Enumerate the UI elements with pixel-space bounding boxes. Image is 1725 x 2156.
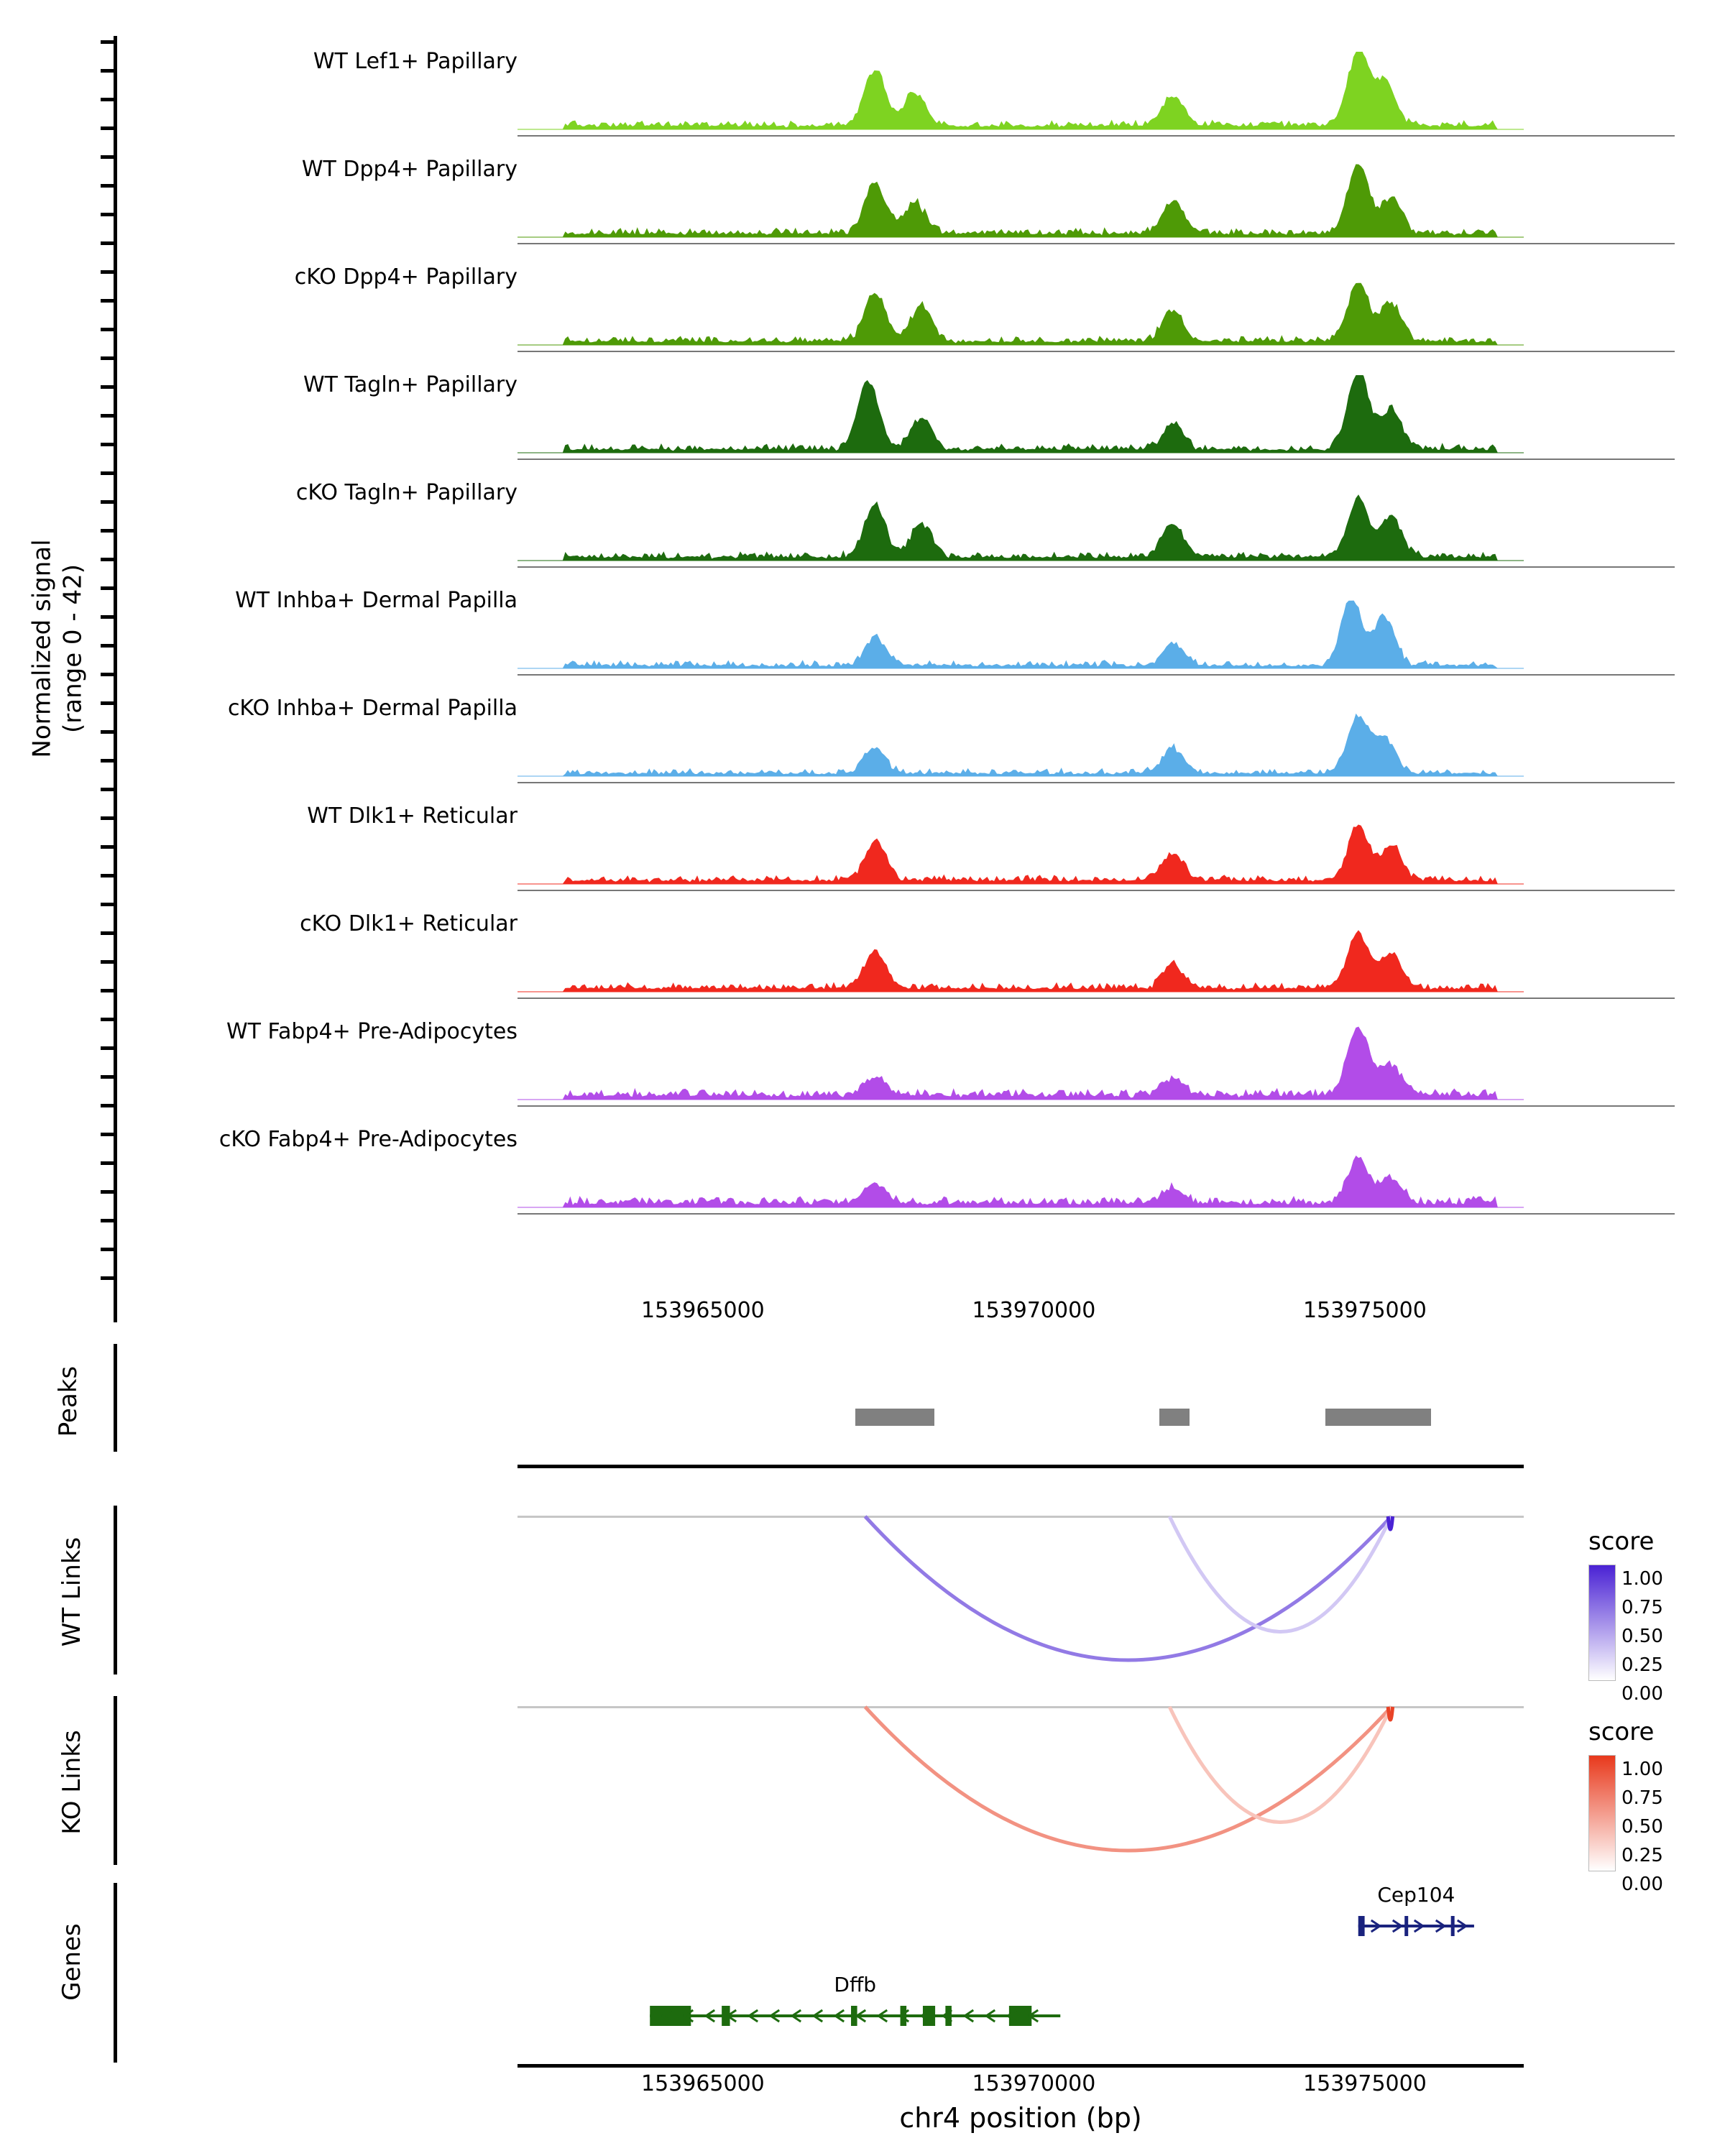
y-axis-tick [101, 1248, 115, 1251]
gene-exon [923, 2006, 935, 2026]
legend-tick-label: 0.25 [1622, 1654, 1663, 1676]
gene-exon [945, 2006, 952, 2026]
y-axis-tick [101, 356, 115, 360]
wt-links-axis [114, 1506, 117, 1674]
y-axis-tick [101, 385, 115, 389]
coverage-signal [518, 1022, 1524, 1105]
y-axis-tick [101, 701, 115, 705]
coverage-baseline [518, 998, 1675, 999]
link-arc [1169, 1707, 1392, 1822]
y-axis-tick [101, 788, 115, 791]
y-axis-tick [101, 414, 115, 418]
link-arc [1169, 1516, 1392, 1631]
y-axis-tick [101, 213, 115, 216]
ko-links-legend-gradient [1588, 1755, 1616, 1871]
ko-links-arcs [518, 1696, 1524, 1876]
coverage-baseline [518, 459, 1675, 460]
y-axis-tick [101, 989, 115, 992]
y-axis-tick [101, 40, 115, 44]
y-axis-title [27, 448, 88, 850]
wt-links-section [0, 1506, 1725, 1705]
wt-links-legend-title: score [1588, 1527, 1655, 1556]
y-axis-tick [101, 816, 115, 820]
y-axis-tick [101, 730, 115, 734]
y-axis-tick [101, 69, 115, 73]
coverage-baseline [518, 1213, 1675, 1215]
x-axis-tick-label: 153965000 [640, 1298, 765, 1323]
y-axis-tick [101, 241, 115, 245]
coverage-signal [518, 483, 1524, 566]
y-axis-tick [101, 299, 115, 303]
coverage-track [129, 575, 1725, 683]
y-axis-tick [101, 155, 115, 159]
y-axis-tick [101, 586, 115, 590]
coverage-baseline [518, 243, 1675, 244]
ko-links-legend [1588, 1718, 1663, 1895]
y-axis-tick [101, 960, 115, 964]
coverage-track [129, 359, 1725, 467]
ko-links-axis [114, 1696, 117, 1865]
gene-exon [1358, 1916, 1365, 1936]
legend-tick-label: 1.00 [1622, 1568, 1663, 1590]
coverage-tracks-section [0, 29, 1725, 1315]
peaks-label: Peaks [54, 1365, 83, 1437]
wt-links-legend [1588, 1527, 1663, 1705]
coverage-track-label: cKO Fabp4+ Pre-Adipocytes [218, 1127, 518, 1152]
y-axis-tick [101, 644, 115, 648]
coverage-baseline [518, 674, 1675, 676]
coverage-track-label: cKO Dpp4+ Papillary [294, 264, 518, 290]
y-axis-tick [101, 126, 115, 130]
y-axis-tick [101, 558, 115, 561]
x-axis-tick-label: 153975000 [1303, 1298, 1427, 1323]
coverage-track-label: cKO Dlk1+ Reticular [300, 911, 518, 936]
x-axis-tick-label: 153970000 [972, 1298, 1096, 1323]
coverage-baseline [518, 135, 1675, 137]
coverage-track-label: WT Tagln+ Papillary [303, 372, 518, 397]
x-axis-tick-label: 153970000 [972, 2071, 1096, 2096]
y-axis-tick [101, 1133, 115, 1136]
ko-links-legend-ticks [1622, 1755, 1663, 1899]
legend-tick-label: 0.75 [1622, 1597, 1663, 1618]
coverage-track [129, 898, 1725, 1006]
coverage-track [129, 36, 1725, 144]
genes-x-axis-line [518, 2064, 1524, 2068]
gene-name-label: Dffb [834, 1973, 877, 1996]
y-axis-tick [101, 903, 115, 906]
y-axis-tick [101, 443, 115, 446]
legend-tick-label: 0.25 [1622, 1845, 1663, 1866]
legend-tick-label: 0.50 [1622, 1626, 1663, 1647]
y-axis-tick [101, 328, 115, 331]
genes-axis [114, 1883, 117, 2063]
wt-links-arcs [518, 1506, 1524, 1685]
y-axis-title-line2: (range 0 - 42) [58, 564, 87, 733]
y-axis-tick [101, 874, 115, 877]
y-axis-tick [101, 1161, 115, 1165]
coverage-signal [518, 699, 1524, 782]
coverage-signal [518, 375, 1524, 459]
coverage-track-label: WT Dlk1+ Reticular [307, 803, 518, 829]
peaks-axis [114, 1344, 117, 1452]
x-axis-tick-label: 153965000 [640, 2071, 765, 2096]
peaks-x-axis-line [518, 1465, 1524, 1468]
y-axis-tick [101, 615, 115, 619]
coverage-track-label: cKO Inhba+ Dermal Papilla [227, 696, 518, 721]
coverage-track [129, 144, 1725, 252]
wt-links-legend-gradient [1588, 1565, 1616, 1681]
coverage-baseline [518, 566, 1675, 568]
coverage-signal [518, 1130, 1524, 1213]
ko-links-label: KO Links [58, 1730, 86, 1835]
coverage-track-label: WT Fabp4+ Pre-Adipocytes [226, 1019, 518, 1044]
coverage-track [129, 1114, 1725, 1222]
legend-tick-label: 0.75 [1622, 1787, 1663, 1809]
y-axis-tick [101, 759, 115, 763]
y-axis-tick [101, 471, 115, 475]
peak-region [1159, 1409, 1189, 1426]
genes-label: Genes [58, 1923, 86, 2001]
y-axis-tick [101, 673, 115, 676]
coverage-baseline [518, 1105, 1675, 1107]
coverage-signal [518, 267, 1524, 351]
link-arc [865, 1516, 1392, 1660]
y-axis-tick [101, 1104, 115, 1107]
gene-exon [1404, 1916, 1408, 1936]
y-axis-title-line1: Normalized signal [27, 539, 57, 758]
coverage-signal [518, 806, 1524, 890]
x-axis-tick-label: 153975000 [1303, 2071, 1427, 2096]
coverage-signal [518, 52, 1524, 135]
coverage-y-axis [114, 36, 117, 1322]
coverage-track-label: WT Lef1+ Papillary [313, 49, 518, 74]
coverage-track [129, 467, 1725, 575]
coverage-track [129, 683, 1725, 791]
y-axis-tick [101, 529, 115, 533]
gene-models [518, 1883, 1524, 2063]
coverage-baseline [518, 782, 1675, 783]
coverage-track-label: cKO Tagln+ Papillary [295, 480, 518, 505]
wt-links-legend-ticks [1622, 1565, 1663, 1708]
y-axis-tick [101, 1075, 115, 1079]
coverage-baseline [518, 351, 1675, 352]
legend-tick-label: 1.00 [1622, 1759, 1663, 1780]
coverage-track-label: WT Dpp4+ Papillary [301, 157, 518, 182]
coverage-signal [518, 160, 1524, 243]
gene-name-label: Cep104 [1377, 1883, 1455, 1907]
wt-links-label: WT Links [58, 1537, 86, 1647]
coverage-signal [518, 591, 1524, 674]
coverage-signal [518, 914, 1524, 998]
y-axis-tick [101, 184, 115, 188]
coverage-track [129, 1006, 1725, 1114]
peak-region [1325, 1409, 1431, 1426]
link-arc [865, 1707, 1392, 1851]
y-axis-tick [101, 1018, 115, 1021]
y-axis-tick [101, 98, 115, 101]
legend-tick-label: 0.50 [1622, 1816, 1663, 1838]
y-axis-tick [101, 270, 115, 274]
legend-tick-label: 0.00 [1622, 1874, 1663, 1895]
y-axis-tick [101, 1190, 115, 1194]
coverage-track-label: WT Inhba+ Dermal Papilla [235, 588, 518, 613]
legend-tick-label: 0.00 [1622, 1683, 1663, 1705]
y-axis-tick [101, 931, 115, 935]
y-axis-tick [101, 1219, 115, 1222]
x-axis-title: chr4 position (bp) [899, 2102, 1142, 2134]
gene-exon [1451, 1916, 1455, 1936]
coverage-track [129, 791, 1725, 898]
y-axis-tick [101, 500, 115, 504]
peaks-section [0, 1298, 1725, 1480]
coverage-baseline [518, 890, 1675, 891]
y-axis-tick [101, 1046, 115, 1050]
y-axis-tick [101, 1276, 115, 1280]
coverage-track [129, 252, 1725, 359]
y-axis-tick [101, 845, 115, 849]
ko-links-legend-title: score [1588, 1718, 1655, 1746]
peak-region [855, 1409, 935, 1426]
